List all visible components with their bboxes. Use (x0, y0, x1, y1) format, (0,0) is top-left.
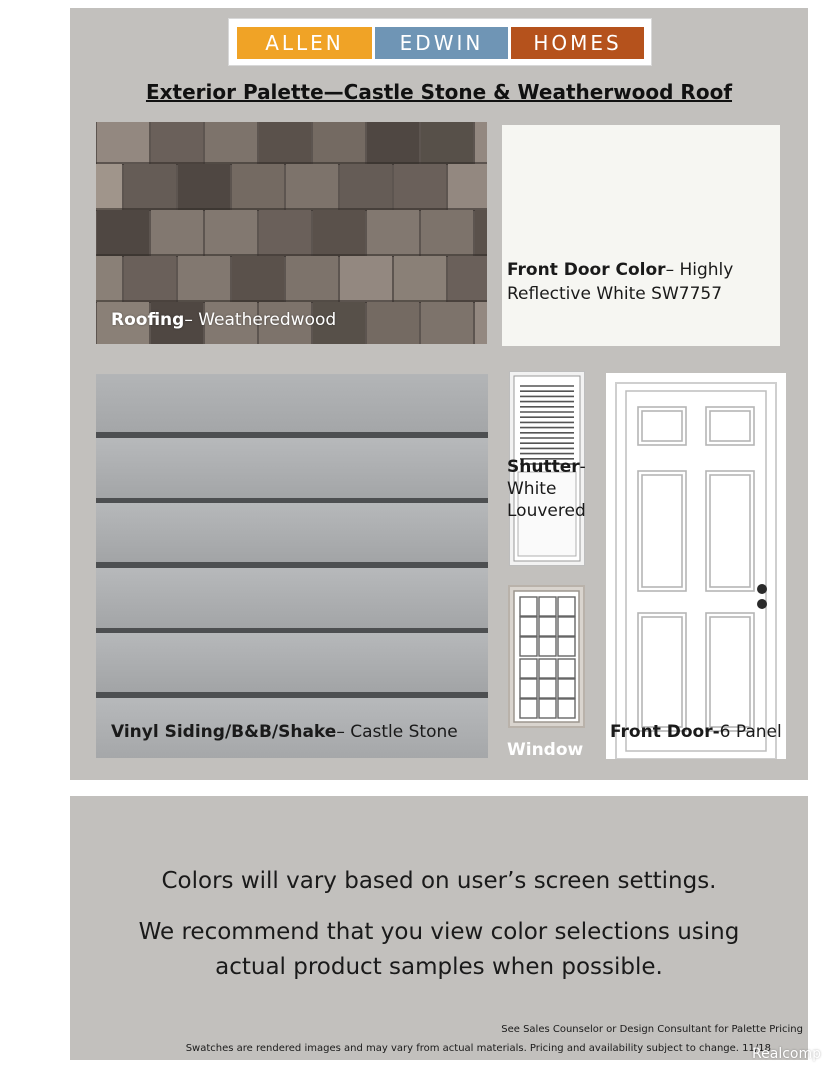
shingle-tile (178, 256, 230, 302)
deadbolt-icon (757, 599, 767, 609)
shingle-tile (151, 122, 203, 164)
siding-label (111, 722, 458, 742)
window-pane (558, 637, 575, 656)
shingle-tile (367, 302, 419, 344)
pricing-note: See Sales Counselor or Design Consultant for Palette Pricing (501, 1024, 803, 1035)
siding-swatch (96, 374, 488, 758)
window-pane (520, 597, 537, 616)
shingle-tile (475, 302, 487, 344)
window-pane (558, 617, 575, 636)
shingle-tile (124, 164, 176, 210)
window-pane (539, 617, 556, 636)
shingle-tile (178, 164, 230, 210)
shutter-label-bold: Shutter (507, 457, 580, 477)
double-hung-window-illustration (510, 587, 583, 726)
shingle-tile (367, 210, 419, 256)
roofing-label-rest: – Weatheredwood (184, 310, 337, 330)
shingle-tile (259, 210, 311, 256)
roofing-label (111, 310, 336, 330)
realcomp-watermark: Realcomp (752, 1046, 821, 1062)
window-pane (539, 679, 556, 698)
shingle-tile (96, 256, 122, 302)
shingle-tile (367, 122, 419, 164)
shingle-tile (448, 256, 487, 302)
window-swatch (508, 585, 585, 728)
window-pane (520, 637, 537, 656)
front-door-swatch (606, 373, 786, 759)
shingle-tile (96, 164, 122, 210)
shingle-tile (232, 164, 284, 210)
shingle-tile (448, 164, 487, 210)
shingle-tile (232, 256, 284, 302)
window-pane (558, 699, 575, 718)
window-pane (539, 659, 556, 678)
roofing-label-bold: Roofing (111, 310, 185, 330)
shingle-tile (97, 122, 149, 164)
shingle-tile (394, 256, 446, 302)
front-door-color-label-bold: Front Door Color (507, 260, 666, 280)
shingle-tile (151, 210, 203, 256)
front-door-color-label-rest: – Highly Reflective White SW7757 (507, 260, 734, 304)
siding-board (96, 633, 488, 692)
shingle-tile (421, 210, 473, 256)
six-panel-door-illustration (606, 373, 786, 759)
shingle-tile (259, 122, 311, 164)
front-door-label-bold: Front Door- (610, 722, 720, 742)
logo-part-edwin: EDWIN (375, 27, 508, 59)
window-pane (558, 679, 575, 698)
front-door-color-label (507, 258, 775, 306)
siding-board (96, 438, 488, 498)
shutter-label-rest: - White Louvered (507, 457, 586, 521)
shingle-tile (286, 164, 338, 210)
siding-label-bold: Vinyl Siding/B&B/Shake (111, 722, 337, 742)
shingle-tile (286, 256, 338, 302)
window-pane (558, 597, 575, 616)
shingle-tile (205, 210, 257, 256)
brand-logo (228, 18, 652, 66)
window-pane (539, 699, 556, 718)
shingle-tile (394, 164, 446, 210)
window-pane (539, 597, 556, 616)
shingle-tile (205, 122, 257, 164)
shingle-tile (97, 210, 149, 256)
window-pane (520, 617, 537, 636)
product-samples-note (70, 915, 808, 985)
shutter-label (507, 456, 597, 522)
window-pane (558, 659, 575, 678)
front-door-color-swatch (502, 125, 780, 346)
shingle-tile (340, 164, 392, 210)
product-samples-note-text: We recommend that you view color selections using actual product samples when possible. (138, 919, 740, 980)
shingle-tile (421, 122, 473, 164)
page-title: Exterior Palette—Castle Stone & Weatherwood Roof (145, 80, 733, 104)
shingle-tile (421, 302, 473, 344)
shingle-tile (313, 122, 365, 164)
siding-label-rest: – Castle Stone (336, 722, 458, 742)
swatch-disclaimer: Swatches are rendered images and may vary from actual materials. Pricing and availability subject to change. 11/18 (185, 1043, 771, 1054)
shingle-tile (313, 210, 365, 256)
siding-board (96, 374, 488, 432)
roofing-swatch (96, 122, 487, 344)
siding-board (96, 568, 488, 628)
window-pane (520, 699, 537, 718)
window-pane (539, 637, 556, 656)
front-door-label-rest: 6 Panel (719, 722, 782, 742)
window-label: Window (507, 740, 584, 760)
shingle-tile (340, 256, 392, 302)
shingle-tile (475, 210, 487, 256)
shingle-tile (475, 122, 487, 164)
door-knob-icon (757, 584, 767, 594)
front-door-label (610, 722, 782, 742)
siding-board (96, 503, 488, 562)
window-pane (520, 679, 537, 698)
screen-settings-note: Colors will vary based on user’s screen settings. (161, 868, 717, 894)
window-pane (520, 659, 537, 678)
logo-part-allen: ALLEN (237, 27, 372, 59)
shingle-tile (124, 256, 176, 302)
logo-part-homes: HOMES (511, 27, 644, 59)
